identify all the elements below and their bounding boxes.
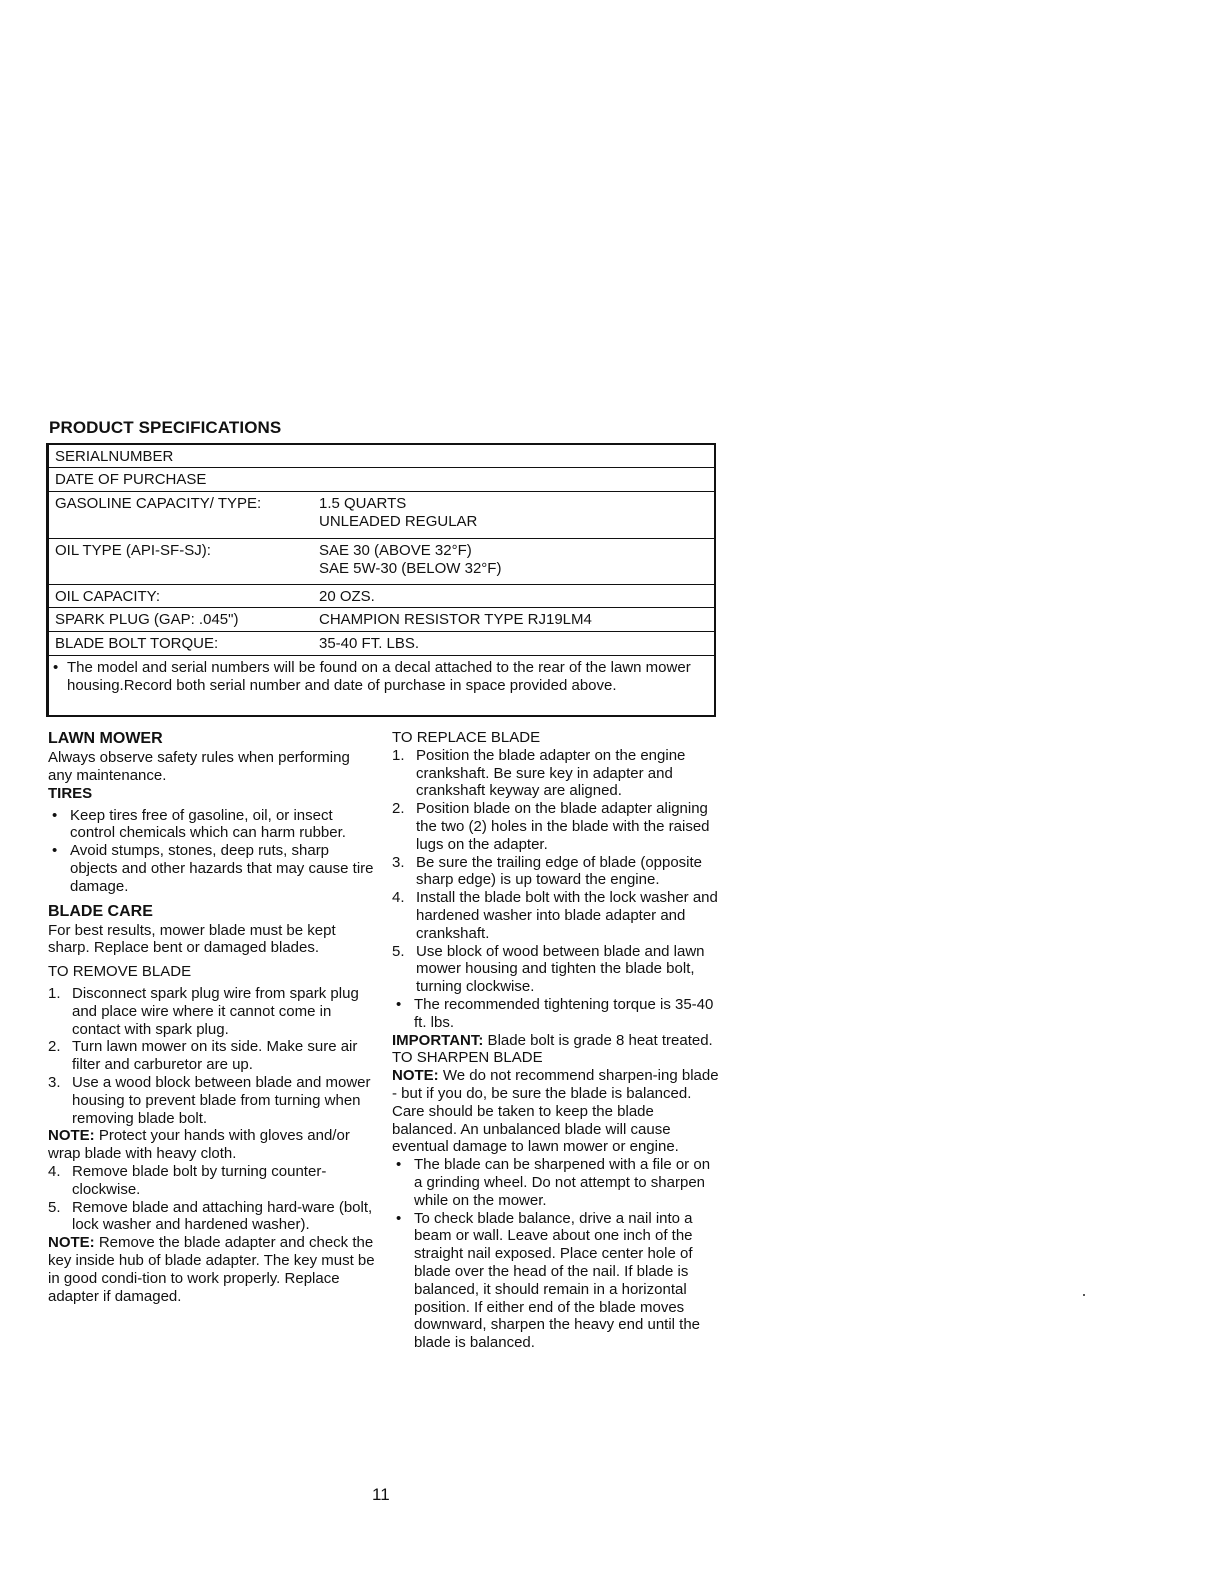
spec-label: SERIALNUMBER	[55, 448, 174, 465]
note-label: NOTE:	[48, 1234, 95, 1252]
step-text: Remove blade and attaching hard-ware (bolt, lock washer and hardened washer).	[72, 1198, 373, 1234]
note-text: We do not recommend sharpen-ing blade - but if you do, be sure the blade is balanced.	[392, 1067, 719, 1102]
numbered-step	[48, 1074, 378, 1127]
sharpen-note	[392, 1067, 722, 1103]
step-text: Disconnect spark plug wire from spark plug and place wire where it cannot come in contact with spark plug.	[72, 984, 359, 1038]
step-number: 1.	[48, 984, 61, 1002]
spec-row	[47, 632, 714, 656]
blade-care-text: For best results, mower blade must be kept sharp. Replace bent or damaged blades.	[48, 921, 336, 957]
spec-value: SAE 30 (ABOVE 32°F) SAE 5W-30 (BELOW 32°F)	[319, 542, 502, 577]
bullet-text: Avoid stumps, stones, deep ruts, sharp objects and other hazards that may cause tire damage.	[70, 842, 374, 895]
numbered-step	[48, 1163, 378, 1199]
spec-note	[47, 656, 714, 694]
step-text: Install the blade bolt with the lock washer and hardened washer into blade adapter and crankshaft.	[416, 889, 718, 942]
numbered-step	[392, 889, 722, 942]
spec-value	[319, 471, 714, 491]
intro-text: Always observe safety rules when performing any maintenance.	[48, 749, 350, 784]
bullet-item	[392, 1156, 722, 1209]
remove-steps-list	[48, 985, 378, 1127]
remove-steps-list-continued	[48, 1163, 378, 1234]
left-column	[48, 729, 378, 1305]
page-number: 11	[372, 1485, 390, 1504]
step-number: 2.	[392, 800, 405, 818]
bullet-item	[48, 842, 378, 895]
spec-label: OIL TYPE (API-SF-SJ):	[55, 542, 211, 559]
bullet-marker: •	[396, 1156, 402, 1174]
bullet-item	[48, 807, 378, 843]
bullet-text: The blade can be sharpened with a file or on a grinding wheel. Do not attempt to sharpen while on the mower.	[414, 1156, 711, 1209]
care-text: Care should be taken to keep the blade balanced. An unbalanced blade will cause eventual damage to lawn mower or engine.	[392, 1102, 679, 1156]
step-text: Turn lawn mower on its side. Make sure air filter and carburetor are up.	[72, 1038, 358, 1074]
step-text: Use block of wood between blade and lawn mower housing and tighten the blade bolt, turning clockwise.	[416, 942, 705, 996]
spec-row	[47, 539, 714, 585]
spec-row	[47, 445, 714, 468]
note-text: Remove the blade adapter and check the key inside hub of blade adapter. The key must be in good condi-tion to work properly. Replace adapter if damaged.	[48, 1234, 375, 1305]
step-number: 4.	[48, 1162, 61, 1180]
spec-value: 35-40 FT. LBS.	[319, 635, 420, 652]
remove-blade-heading: TO REMOVE BLADE	[48, 963, 192, 981]
spec-row	[47, 468, 714, 492]
numbered-step	[48, 985, 378, 1038]
important-text: Blade bolt is grade 8 heat treated.	[483, 1031, 713, 1049]
note-adapter	[48, 1234, 378, 1305]
important-note	[392, 1032, 722, 1050]
lawn-mower-heading: LAWN MOWER	[48, 730, 163, 747]
numbered-step	[392, 943, 722, 996]
tires-list	[48, 807, 378, 896]
bullet-item	[392, 1210, 722, 1352]
spec-label: OIL CAPACITY:	[55, 588, 161, 605]
bullet-marker: •	[53, 659, 59, 676]
step-number: 2.	[48, 1038, 61, 1056]
step-number: 3.	[392, 853, 405, 871]
numbered-step	[392, 747, 722, 800]
step-text: Position the blade adapter on the engine crankshaft. Be sure key in adapter and crankshaft keyway are aligned.	[416, 746, 686, 800]
bullet-text: Keep tires free of gasoline, oil, or insect control chemicals which can harm rubber.	[70, 806, 346, 842]
spec-value: CHAMPION RESISTOR TYPE RJ19LM4	[319, 611, 592, 628]
note-gloves	[48, 1127, 378, 1163]
scan-speck	[1083, 1294, 1085, 1296]
bullet-marker: •	[396, 995, 402, 1013]
step-number: 3.	[48, 1073, 61, 1091]
spec-row	[47, 585, 714, 608]
blade-care-heading: BLADE CARE	[48, 902, 153, 920]
note-label: NOTE:	[392, 1067, 439, 1085]
numbered-step	[48, 1038, 378, 1074]
bullet-marker: •	[52, 806, 58, 824]
replace-steps-list	[392, 747, 722, 996]
spec-value	[319, 448, 714, 467]
product-specifications-table	[46, 443, 716, 717]
numbered-step	[392, 854, 722, 890]
step-text: Remove blade bolt by turning counter-clockwise.	[72, 1162, 327, 1198]
torque-bullet	[392, 996, 722, 1032]
spec-row	[47, 608, 714, 632]
step-text: Position blade on the blade adapter aligning the two (2) holes in the blade with the raised lugs on the adapter.	[416, 800, 710, 853]
bullet-text: To check blade balance, drive a nail into a beam or wall. Leave about one inch of the straight nail exposed. Place center hole of blade over the head of the nail. If blade is balanced, it should remain in a horizontal position. If either end of the blade moves downward, sharpen the heavy end until the blade is balanced.	[414, 1209, 701, 1352]
page-title: PRODUCT SPECIFICATIONS	[49, 418, 282, 437]
step-number: 4.	[392, 889, 405, 907]
spec-value: 1.5 QUARTS UNLEADED REGULAR	[319, 495, 478, 530]
spec-label: DATE OF PURCHASE	[55, 471, 207, 488]
step-number: 5.	[392, 942, 405, 960]
table-left-border	[47, 445, 49, 715]
important-label: IMPORTANT:	[392, 1031, 484, 1049]
torque-text: The recommended tightening torque is 35-40 ft. lbs.	[414, 995, 714, 1031]
note-text: Protect your hands with gloves and/or wrap blade with heavy cloth.	[48, 1127, 350, 1163]
step-number: 1.	[392, 746, 405, 764]
replace-blade-heading: TO REPLACE BLADE	[392, 729, 541, 746]
sharpen-bullets-list	[392, 1156, 722, 1352]
spec-note-text: The model and serial numbers will be found on a decal attached to the rear of the lawn mower housing.Record both serial number and date of purchase in space provided above.	[67, 659, 691, 694]
spec-row	[47, 492, 714, 539]
spec-label: SPARK PLUG (GAP: .045")	[55, 611, 239, 628]
step-text: Use a wood block between blade and mower housing to prevent blade from turning when removing blade bolt.	[72, 1073, 371, 1127]
tires-heading: TIRES	[48, 784, 93, 802]
spec-value: 20 OZS.	[319, 588, 375, 605]
right-column	[392, 729, 722, 1352]
spec-label: BLADE BOLT TORQUE:	[55, 635, 219, 652]
numbered-step	[48, 1199, 378, 1235]
spec-label: GASOLINE CAPACITY/ TYPE:	[55, 495, 262, 512]
numbered-step	[392, 800, 722, 853]
note-label: NOTE:	[48, 1127, 95, 1145]
step-text: Be sure the trailing edge of blade (opposite sharp edge) is up toward the engine.	[416, 853, 703, 889]
step-number: 5.	[48, 1198, 61, 1216]
sharpen-blade-heading: TO SHARPEN BLADE	[392, 1049, 543, 1067]
bullet-marker: •	[52, 842, 58, 860]
bullet-marker: •	[396, 1209, 402, 1227]
spec-rows	[47, 445, 714, 656]
